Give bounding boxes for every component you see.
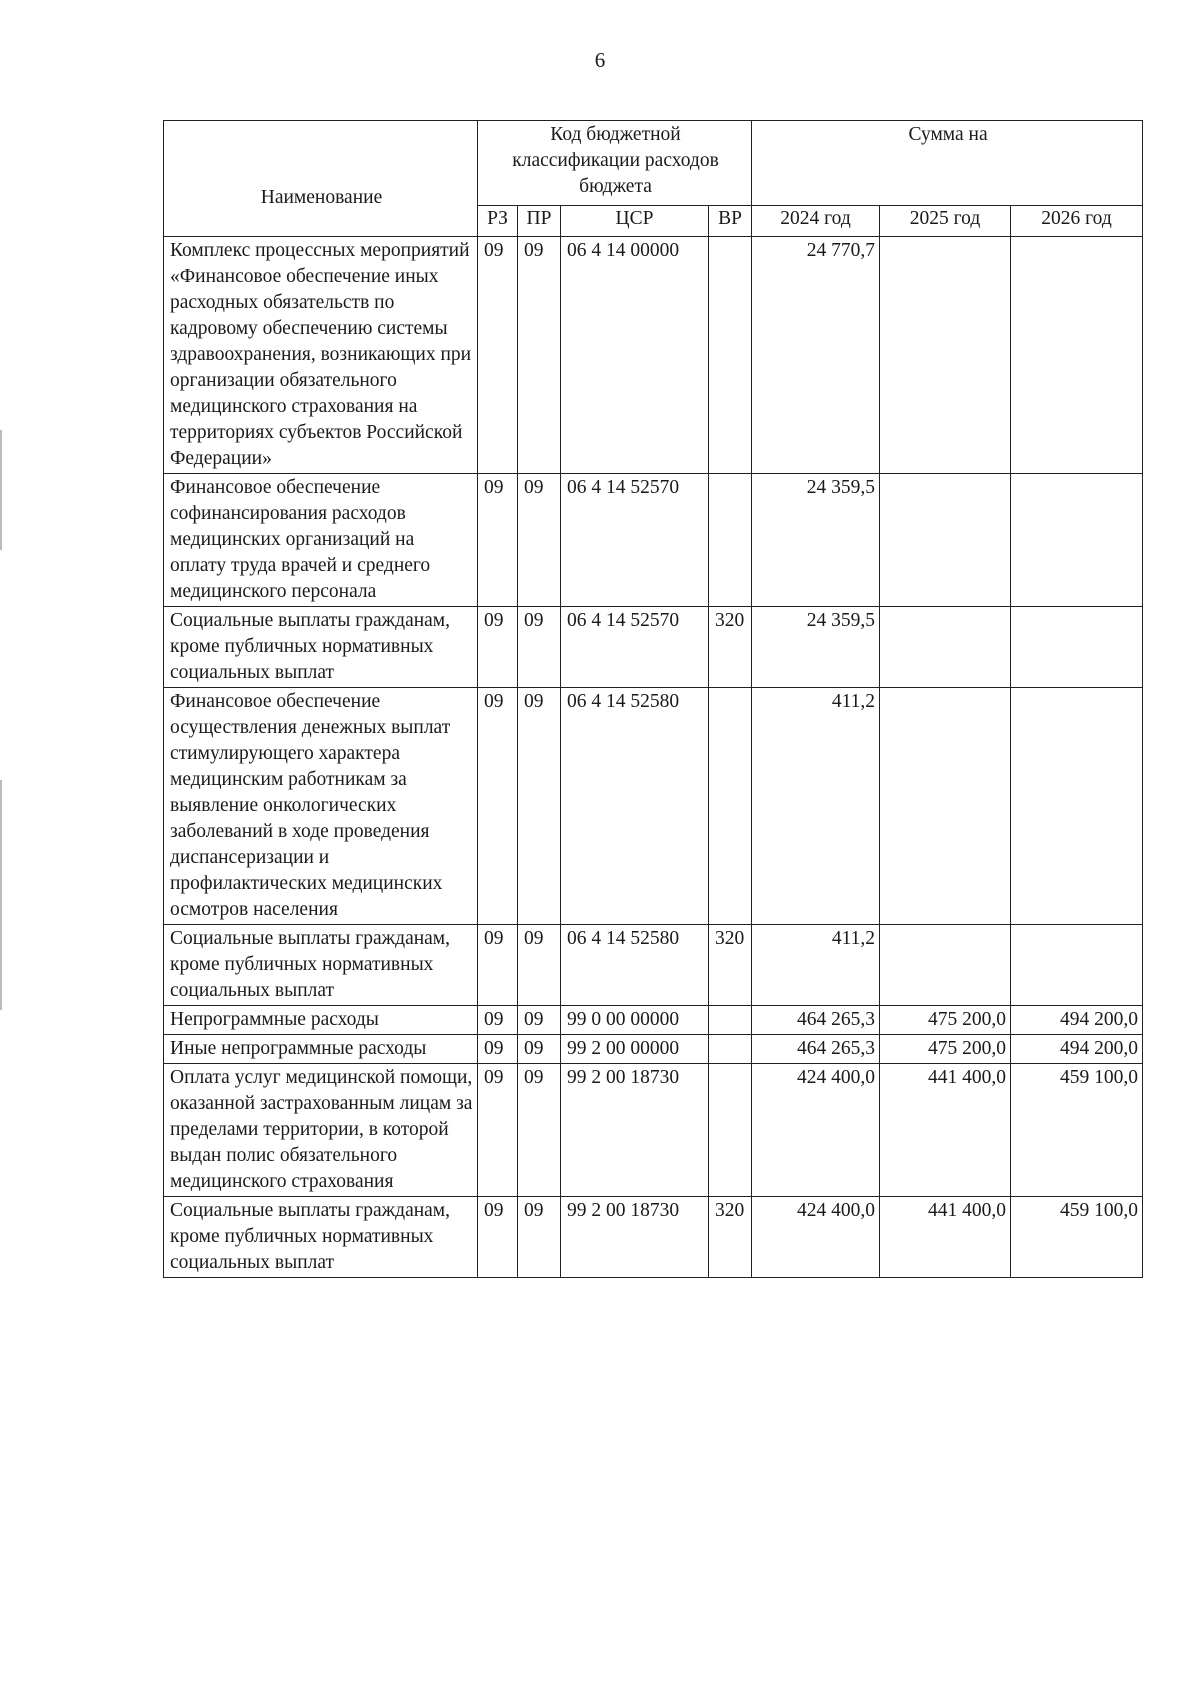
table-row: [164, 237, 1143, 474]
row-sum-2026: [1011, 237, 1143, 474]
row-csr: 99 2 00 18730: [561, 1064, 709, 1197]
row-sum-2024: 411,2: [752, 925, 880, 1006]
table-row: [164, 474, 1143, 607]
row-pr: 09: [518, 925, 561, 1006]
row-name: Социальные выплаты гражданам, кроме публичных нормативных социальных выплат: [164, 925, 478, 1006]
row-csr: 06 4 14 00000: [561, 237, 709, 474]
row-name: Социальные выплаты гражданам, кроме публичных нормативных социальных выплат: [164, 1197, 478, 1278]
table-row: [164, 925, 1143, 1006]
row-sum-2026: [1011, 474, 1143, 607]
row-vr: [709, 237, 752, 474]
budget-table: [163, 120, 1143, 1278]
row-name: Социальные выплаты гражданам, кроме публичных нормативных социальных выплат: [164, 607, 478, 688]
row-csr: 06 4 14 52570: [561, 607, 709, 688]
row-sum-2026: 494 200,0: [1011, 1006, 1143, 1035]
row-vr: [709, 1006, 752, 1035]
row-sum-2025: [880, 607, 1011, 688]
header-vr: ВР: [709, 206, 752, 237]
header-sum-group: Сумма на: [752, 121, 1143, 206]
row-sum-2026: 459 100,0: [1011, 1197, 1143, 1278]
page-number: 6: [594, 48, 606, 72]
scan-edge-mark: [0, 780, 2, 1010]
row-sum-2024: 424 400,0: [752, 1064, 880, 1197]
row-rz: 09: [478, 1197, 518, 1278]
row-pr: 09: [518, 1035, 561, 1064]
row-csr: 99 2 00 00000: [561, 1035, 709, 1064]
row-rz: 09: [478, 925, 518, 1006]
table-row: [164, 1035, 1143, 1064]
row-sum-2025: 475 200,0: [880, 1035, 1011, 1064]
row-sum-2024: 24 770,7: [752, 237, 880, 474]
row-sum-2025: 441 400,0: [880, 1197, 1011, 1278]
row-csr: 99 2 00 18730: [561, 1197, 709, 1278]
row-sum-2025: [880, 688, 1011, 925]
header-year-2025: 2025 год: [880, 206, 1011, 237]
row-name: Финансовое обеспечение осуществления денежных выплат стимулирующего характера медицинским работникам за выявление онкологических заболеваний в ходе проведения диспансеризации и профилактических медицинских осмотров населения: [164, 688, 478, 925]
table-row: [164, 1197, 1143, 1278]
row-sum-2026: [1011, 607, 1143, 688]
row-csr: 06 4 14 52580: [561, 925, 709, 1006]
row-sum-2024: 464 265,3: [752, 1035, 880, 1064]
row-rz: 09: [478, 474, 518, 607]
row-rz: 09: [478, 1064, 518, 1197]
row-sum-2025: 475 200,0: [880, 1006, 1011, 1035]
header-rz: РЗ: [478, 206, 518, 237]
header-code-group: Код бюджетной классификации расходов бюджета: [478, 121, 752, 206]
row-sum-2025: 441 400,0: [880, 1064, 1011, 1197]
row-name: Непрограммные расходы: [164, 1006, 478, 1035]
header-year-2026: 2026 год: [1011, 206, 1143, 237]
row-csr: 06 4 14 52580: [561, 688, 709, 925]
scan-edge-mark: [0, 430, 2, 550]
row-vr: [709, 1064, 752, 1197]
row-vr: 320: [709, 1197, 752, 1278]
table-row: [164, 607, 1143, 688]
row-rz: 09: [478, 607, 518, 688]
header-pr: ПР: [518, 206, 561, 237]
row-rz: 09: [478, 688, 518, 925]
row-sum-2026: 459 100,0: [1011, 1064, 1143, 1197]
table-row: [164, 1006, 1143, 1035]
row-name: Финансовое обеспечение софинансирования расходов медицинских организаций на оплату труда врачей и среднего медицинского персонала: [164, 474, 478, 607]
row-vr: 320: [709, 925, 752, 1006]
row-sum-2024: 411,2: [752, 688, 880, 925]
row-csr: 06 4 14 52570: [561, 474, 709, 607]
row-vr: 320: [709, 607, 752, 688]
header-name: Наименование: [164, 121, 478, 237]
row-rz: 09: [478, 237, 518, 474]
table-row: [164, 688, 1143, 925]
row-rz: 09: [478, 1006, 518, 1035]
row-sum-2026: [1011, 688, 1143, 925]
row-sum-2024: 464 265,3: [752, 1006, 880, 1035]
row-pr: 09: [518, 688, 561, 925]
table-row: [164, 1064, 1143, 1197]
row-sum-2025: [880, 237, 1011, 474]
row-pr: 09: [518, 474, 561, 607]
row-vr: [709, 1035, 752, 1064]
row-sum-2024: 24 359,5: [752, 474, 880, 607]
row-csr: 99 0 00 00000: [561, 1006, 709, 1035]
row-pr: 09: [518, 237, 561, 474]
row-sum-2026: 494 200,0: [1011, 1035, 1143, 1064]
header-csr: ЦСР: [561, 206, 709, 237]
row-pr: 09: [518, 1064, 561, 1197]
row-pr: 09: [518, 607, 561, 688]
row-vr: [709, 688, 752, 925]
header-year-2024: 2024 год: [752, 206, 880, 237]
row-sum-2024: 24 359,5: [752, 607, 880, 688]
row-sum-2025: [880, 925, 1011, 1006]
row-pr: 09: [518, 1197, 561, 1278]
row-name: Комплекс процессных мероприятий «Финансовое обеспечение иных расходных обязательств по кадровому обеспечению системы здравоохранения, возникающих при организации обязательного медицинского страхования на территориях субъектов Российской Федерации»: [164, 237, 478, 474]
row-sum-2025: [880, 474, 1011, 607]
row-sum-2024: 424 400,0: [752, 1197, 880, 1278]
row-pr: 09: [518, 1006, 561, 1035]
row-rz: 09: [478, 1035, 518, 1064]
row-vr: [709, 474, 752, 607]
row-name: Оплата услуг медицинской помощи, оказанной застрахованным лицам за пределами территории, в которой выдан полис обязательного медицинского страхования: [164, 1064, 478, 1197]
row-name: Иные непрограммные расходы: [164, 1035, 478, 1064]
row-sum-2026: [1011, 925, 1143, 1006]
